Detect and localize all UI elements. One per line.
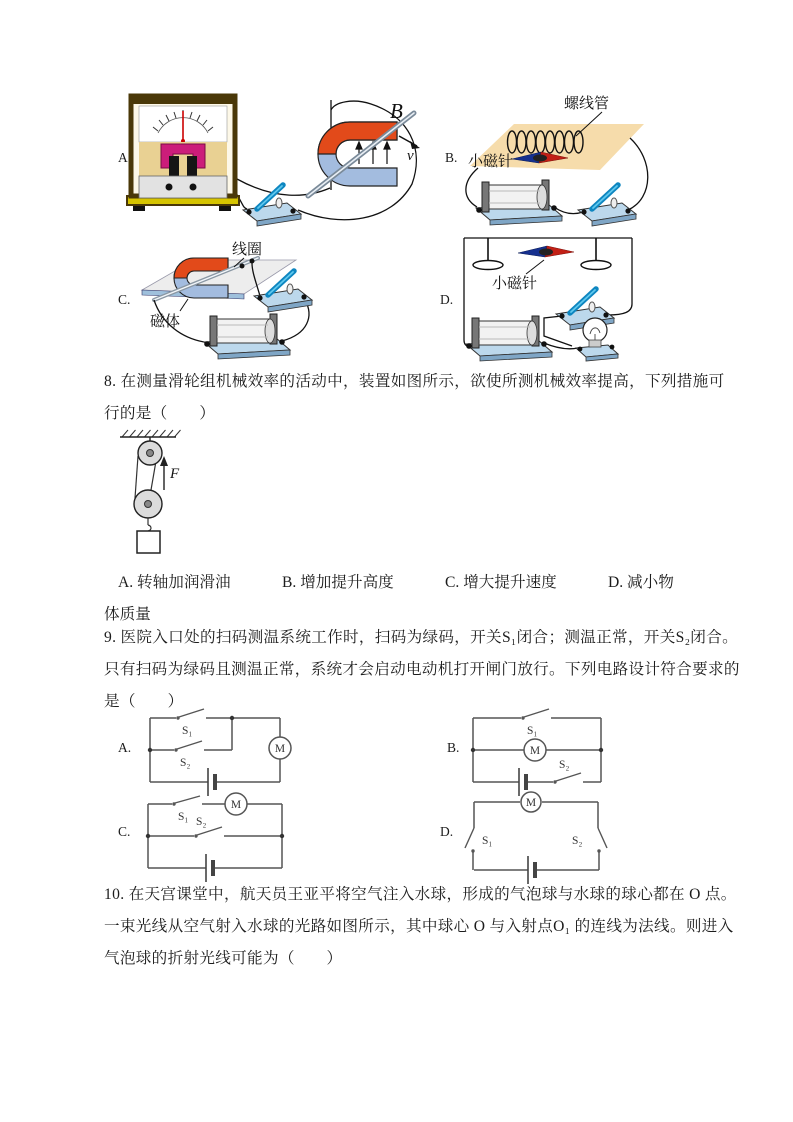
- battery-cell-icon: [476, 180, 562, 225]
- galvanometer-icon: [127, 96, 239, 211]
- weight-block: [137, 531, 160, 553]
- stand-icon: [473, 238, 503, 270]
- s1-label: S₁: [482, 835, 493, 847]
- s1-label: S₁: [527, 725, 538, 737]
- q8-pulley-figure: [112, 428, 230, 568]
- s2-label: S₂: [196, 816, 207, 828]
- magnetic-field-label: B: [390, 99, 403, 123]
- q10-text-line1: 10. 在天宫课堂中，航天员王亚平将空气注入水球，形成的气泡球与水球的球心都在 O 点。: [104, 886, 737, 903]
- q7-figure-d-oersted-circuit: [456, 230, 640, 368]
- q9-text-line2: 只有扫码为绿码且测温正常，系统才会启动电动机打开闸门放行。下列电路设计符合要求的: [104, 661, 740, 678]
- wire: [628, 138, 648, 210]
- q9-circuit-d-label: D.: [440, 824, 454, 839]
- q9-circuit-b: [463, 706, 613, 798]
- knife-switch-icon: [578, 185, 636, 226]
- battery-cell-icon: [466, 316, 552, 361]
- s1-label: S₁: [182, 725, 193, 737]
- force-label: F: [170, 466, 180, 482]
- solenoid-label: 螺线管: [564, 96, 610, 112]
- q8-option-d: D. 减小物: [608, 574, 674, 591]
- q9-circuit-d: [460, 792, 612, 884]
- q8-option-d-wrap: 体质量: [104, 606, 151, 623]
- compass-label: 小磁针: [492, 276, 538, 292]
- switch-s1: [175, 796, 200, 803]
- q10-text-line3: 气泡球的折射光线可能为（ ）: [104, 950, 343, 967]
- q8-option-c: C. 增大提升速度: [445, 574, 557, 591]
- motor-label: M: [274, 743, 286, 755]
- ceiling-hatching: [122, 430, 181, 437]
- q9-circuit-a: [138, 706, 293, 798]
- q8-text-line1: 8. 在测量滑轮组机械效率的活动中，装置如图所示，欲使所测机械效率提高，下列措施可: [104, 373, 725, 390]
- coil-label: 线圈: [232, 242, 263, 258]
- q7-figure-c-coil-in-magnet: [138, 238, 423, 366]
- motor-label: M: [230, 799, 242, 811]
- stand-icon: [581, 238, 611, 270]
- switch-s1: [524, 709, 549, 717]
- s1-label: S₁: [178, 811, 189, 823]
- switch-s1: [465, 828, 474, 848]
- switch-s2: [598, 828, 607, 848]
- q9-text-line1: 9. 医院入口处的扫码测温系统工作时，扫码为绿码，开关S₁闭合；测温正常，开关S₂闭合。: [104, 629, 738, 646]
- rope-strand: [135, 456, 138, 498]
- switch-s2: [197, 827, 222, 835]
- motor-label: M: [529, 745, 541, 757]
- q7-option-d-label: D.: [440, 292, 454, 307]
- q10-text-line2: 一束光线从空气射入水球的光路如图所示，其中球心 O 与入射点O₁ 的连线为法线。则进入: [104, 918, 734, 935]
- q8-option-b: B. 增加提升高度: [282, 574, 394, 591]
- compass-needle-icon: [518, 246, 574, 257]
- label-pointer-line: [526, 260, 544, 274]
- q9-text-line3: 是（ ）: [104, 693, 184, 710]
- wire: [466, 168, 478, 207]
- q9-circuit-c: [138, 792, 293, 884]
- s2-label: S₂: [572, 835, 583, 847]
- q9-circuit-a-label: A.: [118, 740, 132, 755]
- compass-label: 小磁针: [468, 154, 514, 170]
- q8-text-line2: 行的是（ ）: [104, 405, 216, 422]
- s2-label: S₂: [180, 757, 191, 769]
- battery-cell-icon: [204, 314, 290, 359]
- wire: [544, 343, 578, 349]
- s2-label: S₂: [559, 759, 570, 771]
- q7-figure-b-solenoid-compass: [462, 86, 652, 238]
- motor-label: M: [525, 797, 537, 809]
- switch-s2: [556, 773, 581, 781]
- q7-figure-a-electromagnetic-induction: [125, 86, 420, 238]
- magnet-label: 磁体: [150, 314, 181, 330]
- switch-s2: [177, 741, 202, 749]
- q7-option-a-label: A.: [118, 150, 132, 165]
- knife-switch-icon: [243, 185, 301, 226]
- velocity-label: v: [407, 148, 414, 164]
- q7-option-b-label: B.: [445, 150, 458, 165]
- label-pointer-line: [180, 299, 188, 311]
- wire: [608, 304, 632, 315]
- switch-s1: [179, 709, 204, 717]
- q9-circuit-b-label: B.: [447, 740, 460, 755]
- q8-option-a: A. 转轴加润滑油: [118, 574, 231, 591]
- q7-option-c-label: C.: [118, 292, 131, 307]
- q9-circuit-c-label: C.: [118, 824, 131, 839]
